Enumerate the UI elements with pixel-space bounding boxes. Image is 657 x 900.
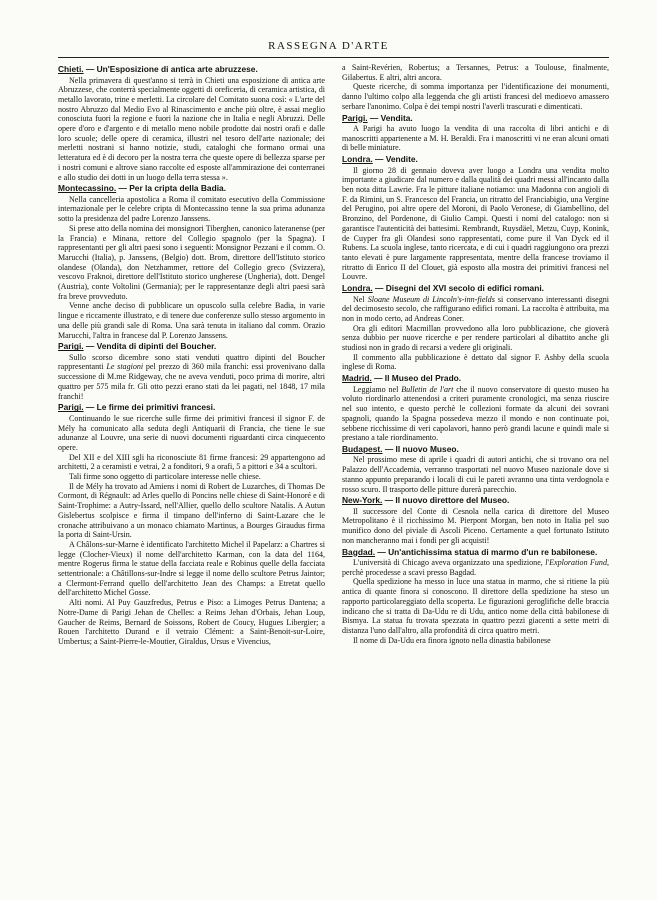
paragraph <box>58 353 325 402</box>
section-heading-bagdad <box>342 547 609 558</box>
paragraph: Il successore del Conte di Cesnola nella carica di direttore del Museo Metropolitano è il ricchissimo M. Pierpont Morgan, ben noto in Italia pel suo munifico dono del piviale di Ascoli Piceno. Certamente a quel fortunato Istituto non mancheranno mai i fondi per gli acquisti! <box>342 506 609 545</box>
paragraph: Il nome di Da-Udu era finora ignoto nella dinastia babilonese <box>353 635 551 645</box>
heading-place: Chieti. <box>58 64 84 74</box>
italic-title: Bulletin de l'art <box>401 384 454 394</box>
paragraph: A Châlons-sur-Marne è identificato l'architetto Michel il Papelarz: a Chartres si legge (Clocher-Vieux) il nome dell'architetto Karman, con la data del 1164, mentre Rogerus firma le statue della facciata reale e Robinus quelle della facciata settentrionale: a Châtillons-sur-Indre si legge il nome dello scultore Petrus Jaintor; a Clermont-Ferrand quello dell'architetto Jean des Champs: a Etretat quello dell'architetto Michel Gosse. <box>58 539 325 598</box>
paragraph <box>342 558 609 577</box>
paragraph: Nella cancelleria apostolica a Roma il comitato esecutivo della Commissione internazionale per le celebre cripta di Montecassino tenne la sua prima adunanza sotto la presidenza del padre Lorenzo Janssens. <box>58 194 325 224</box>
heading-title: — Un'antichissima statua di marmo d'un re babilonese. <box>375 546 598 557</box>
text-run: Leggiamo nel <box>353 384 402 394</box>
heading-place: Budapest. <box>342 443 383 454</box>
paragraph <box>342 385 609 443</box>
section-heading-parigi-firme <box>58 402 325 413</box>
paragraph: A Parigi ha avuto luogo la vendita di una raccolta di libri antichi e di manoscritti appartenente a M. H. Beraldi. Fra i manoscritti vi ne eran alcuni ornati di belle miniature. <box>342 124 609 153</box>
paragraph <box>342 295 609 324</box>
heading-title: — Un'Esposizione di antica arte abruzzese. <box>83 64 258 74</box>
italic-title: Sloane Museum di Lincoln's-inn-fields <box>367 294 495 304</box>
heading-title: — Il nuovo Museo. <box>382 443 459 454</box>
section-heading-londra-vendite <box>342 154 609 165</box>
heading-title: — Il Museo del Prado. <box>371 373 462 384</box>
heading-title: — Il nuovo direttore del Museo. <box>382 495 510 506</box>
text-run: , perchè procedesse a scavi presso Bagdad. <box>342 558 609 577</box>
section-heading-montecassino <box>58 183 325 194</box>
heading-place: Parigi. <box>58 341 84 352</box>
paragraph: Si prese atto della nomina dei monsignori Tiberghen, canonico lateranense (per la Francia) e Minana, rettore del Collegio spagnolo (per la Spagna). I rappresentanti per gli altri paesi sono i seguenti: Monsignor Pezzani e il comm. O. Marucchi (Italia), p. Janssens, (Belgio) dott. Brom, direttore dell'Istituto storico olandese (Olanda), don Netzhammer, rettore del Collegio greco (Svizzera), vescovo Fraknoi, direttore dell'Istituto storico ungherese (Ungheria), dott. Dengel (Austria), conte Voltolini (Germania); per le rappresentanze degli altri paesi sarà fra breve provveduto. <box>58 223 325 301</box>
text-run: Nel <box>353 294 368 304</box>
heading-title: — Vendita. <box>367 112 413 123</box>
text-run: che il nuovo conservatore di questo museo ha voluto riordinarlo attenendosi a criteri puramente cronologici, ma senza riuscire nel suo intento, e questo perchè le collezioni formate da alcuni dei sovrani spagnoli, quando la Spagna possedeva mezzo il mondo e non continuate poi, sebbene ricchissime di veri capolavori, hanno però grandi lacune e quindi male si prestano a tale riordinamento. <box>342 384 609 443</box>
heading-place: Londra. <box>342 154 373 165</box>
paragraph: Tali firme sono oggetto di particolare interesse nelle chiese. <box>69 472 261 482</box>
paragraph: Nella primavera di quest'anno si terrà in Chieti una esposizione di antica arte Abruzzese, che conterrà specialmente oggetti di oreficeria, di ceramica artistica, di metallo lavorato, trine e merletti. La circolare del Comitato suona così: « L'arte del nostro Abruzzo dal Medio Evo al Rinascimento e anche più oltre, è assai meglio conosciuta fuori la regione e fuori la nazione che in Italia e negli Abruzzi. Delle opere d'oro e d'argento e di metallo meno nobile prodotte dai nostri orafi e dalle loro scuole; delle opere di ceramica, illustri nel tesoro dell'arte nazionale; dei merletti nostrani si hanno notizie, studi, cataloghi che formano ormai una letteratura ed è di decoro per la nostra terra che queste opere di bellezza sparse per i nostri comuni e altrove siano raccolte ed esposte all'ammirazione dei conterranei e allo studio dei dotti in un luogo della terra stessa ». <box>58 75 325 182</box>
text-run: L'università di Chicago aveva organizzato una spedizione, <box>353 558 546 568</box>
section-heading-budapest <box>342 444 609 455</box>
paragraph: Quella spedizione ha messo in luce una statua in marmo, che si ritiene la più antica di quante finora si conoscono. Il direttore della spedizione ha steso un rapporto particolareggiato della scoperta. Le figurazioni geroglifiche delle braccia indicano che si tratta di Da-Udu re di Udu, antico nome della città babilonese di Bismya. La statua fu trovata spezzata in quattro pezzi giacenti a sette metri di distanza l'uno dall'altro, alla profondità di circa quattro metri. <box>342 577 609 635</box>
heading-place: Londra. <box>342 283 373 294</box>
heading-title: — Vendite. <box>372 154 418 165</box>
paragraph: Il commento alla pubblicazione è dettato dal signor F. Ashby della scuola inglese di Roma. <box>342 352 609 372</box>
section-heading-parigi-boucher <box>58 341 325 352</box>
heading-title: — Le firme dei primitivi francesi. <box>83 402 216 413</box>
italic-title: l'Exploration Fund <box>545 558 607 568</box>
paragraph: Alti nomi. Al Puy Gauzfredus, Petrus e Piso: a Limoges Petrus Dantena; a Notre-Dame di Parigi Jehan de Chelles: a Reims Jehan d'Orbais, Jehan Loup, Gaucher de Reims, Bernard de Soissons, Robert de Coucy, Hugues Libergier; a Rouen l'architetto Durand e il vetraio Clément: a Saint-Benoit-sur-Loire, Umbertus; a Saint-Pierre-le-Moutier, Giraldus, Ursus e Vivencius, <box>58 598 325 646</box>
text-run: pel prezzo di 360 mila franchi: essi provenivano dalla successione di M.me Ridgeway, che ne aveva venduti, poco prima di morire, altri quattro per 575 mila fr. Gli otto pezzi erano stati da lei pagati, nel 1848, 17 mila franchi! <box>58 362 325 401</box>
header-rule <box>58 57 609 58</box>
heading-title: — Disegni del XVI secolo di edifici romani. <box>372 283 544 294</box>
section-heading-parigi-vendita <box>342 113 609 124</box>
section-heading-madrid <box>342 373 609 384</box>
heading-place: Madrid. <box>342 373 372 384</box>
paragraph: Il de Mély ha trovato ad Amiens i nomi di Robert de Luzarches, di Thomas De Cormont, di Régnault: ad Arles quello di Poncins nelle chiese di Saint-Honoré e di Saint-Trophime: a Autry-Issard, nell'Allier, quello dello scultore Natalis. A Autun Gislebertus scolpisce e firma il timpano dell'inferno di Saint-Lazare che le cronache attribuivano a un monaco chiamato Martinus, a Bourges Giraudus firma la porta di Saint-Ursin. <box>58 481 325 540</box>
text-run: Sullo scorso dicembre sono stati venduti quattro dipinti del Boucher rappresentanti <box>58 352 325 372</box>
paragraph: Venne anche deciso di pubblicare un opuscolo sulla celebre Badia, in varie lingue e riccamente illustrato, e di tenere due conferenze sullo stesso argomento in una delle più grandi sale di Roma. Una sarà tenuta in italiano dal comm. Orazio Marucchi, l'altra in francese dal P. Lorenzo Janssens. <box>58 301 325 340</box>
paragraph: Del XII e del XIII sgli ha riconosciute 81 firme francesi: 29 appartengono ad architetti, 2 a ceramisti e vetrai, 2 a fonditori, 9 a orafi, 5 a pittori e 34 a scultori. <box>58 452 325 472</box>
paragraph: Ora gli editori Macmillan provvedono alla loro pubblicazione, che gioverà senza dubbio per nuove ricerche e per rendere particolari al dibattito anche gli studiosi non in grado di recarsi a vedere gli originali. <box>342 323 609 353</box>
heading-title: — Vendita di dipinti del Boucher. <box>83 341 217 352</box>
heading-place: Montecassino. <box>58 183 117 194</box>
heading-title: — Per la cripta della Badia. <box>116 183 227 194</box>
section-heading-londra-disegni <box>342 283 609 294</box>
section-heading-chieti <box>58 64 325 75</box>
heading-place: Bagdad. <box>342 546 376 557</box>
paragraph: Queste ricerche, di somma importanza per l'identificazione dei monumenti, danno l'ultimo colpo alla leggenda che gli artisti francesi del medioevo amassero serbare l'anonimo. Colpa è dei tempi nostri l'averli trascurati e dimenticati. <box>342 82 609 111</box>
right-column <box>342 63 609 853</box>
paragraph: Continuando le sue ricerche sulle firme dei primitivi francesi il signor F. de Mély ha comunicato alla seduta degli Antiquarii di Francia, che tiene le sue adunanze al Louvre, una serie di nuovi documenti riguardanti circa cinquecento opere. <box>58 413 325 452</box>
text-run: si conservano interessanti disegni del decimosesto secolo, che raffigurano edifici romani. La raccolta è attribuita, ma non in modo certo, ad Andreas Coner. <box>342 294 609 323</box>
heading-place: Parigi. <box>58 402 84 413</box>
heading-place: New-York. <box>342 495 383 506</box>
paragraph-continued: a Saint-Revérien, Robertus; a Tersannes, Petrus: a Toulouse, finalmente, Gilabertus. E altri, altri ancora. <box>342 63 609 82</box>
italic-title: Le stagioni <box>106 362 144 372</box>
section-heading-new-york <box>342 495 609 506</box>
paragraph: Nel prossimo mese di aprile i quadri di autori antichi, che si trovano ora nel Palazzo dell'Accademia, verranno trasportati nel nuovo Museo nazionale dove si stanno appunto preparando i locali di cui le pareti avranno una tinta verdognola e rosso scuro. Il trasporto delle pitture durerà parecchio. <box>342 455 609 494</box>
paragraph: Il giorno 28 di gennaio doveva aver luogo a Londra una vendita molto importante a giudicare dal numero e dalla qualità dei quadri messi all'incanto dalla ben nota ditta Lawrie. Fra le pitture italiane notiamo: una Madonna con angioli di F. da Rimini, un S. Francesco del Francia, un ritratto del Franciabigio, una Vergine del Perugino, poi altre opere del Moroni, di Paolo Veronese, di Giambellino, del Bronzino, del Pordenone, di Giulio Campi. Questi i nomi del catalogo: non si garantisce l'autenticità dei battesimi. Rembrandt, Ruysdäel, Metzu, Cuyp, Konink, de Cuyper fra gli Olandesi sono rappresentati, come pure il Van Dyck ed il Rubens. La scuola inglese, tanto ricercata, e di cui i quadri raggiungono ora prezzi tanto elevati è pure largamente rappresentata, mentre della francese troviamo il ritratto di Enrico II del Clouet, già esposto alla mostra dei primitivi francesi nel Louvre. <box>342 165 609 282</box>
heading-place: Parigi. <box>342 112 368 123</box>
left-column <box>58 63 325 853</box>
running-title: RASSEGNA D'ARTE <box>268 40 389 52</box>
